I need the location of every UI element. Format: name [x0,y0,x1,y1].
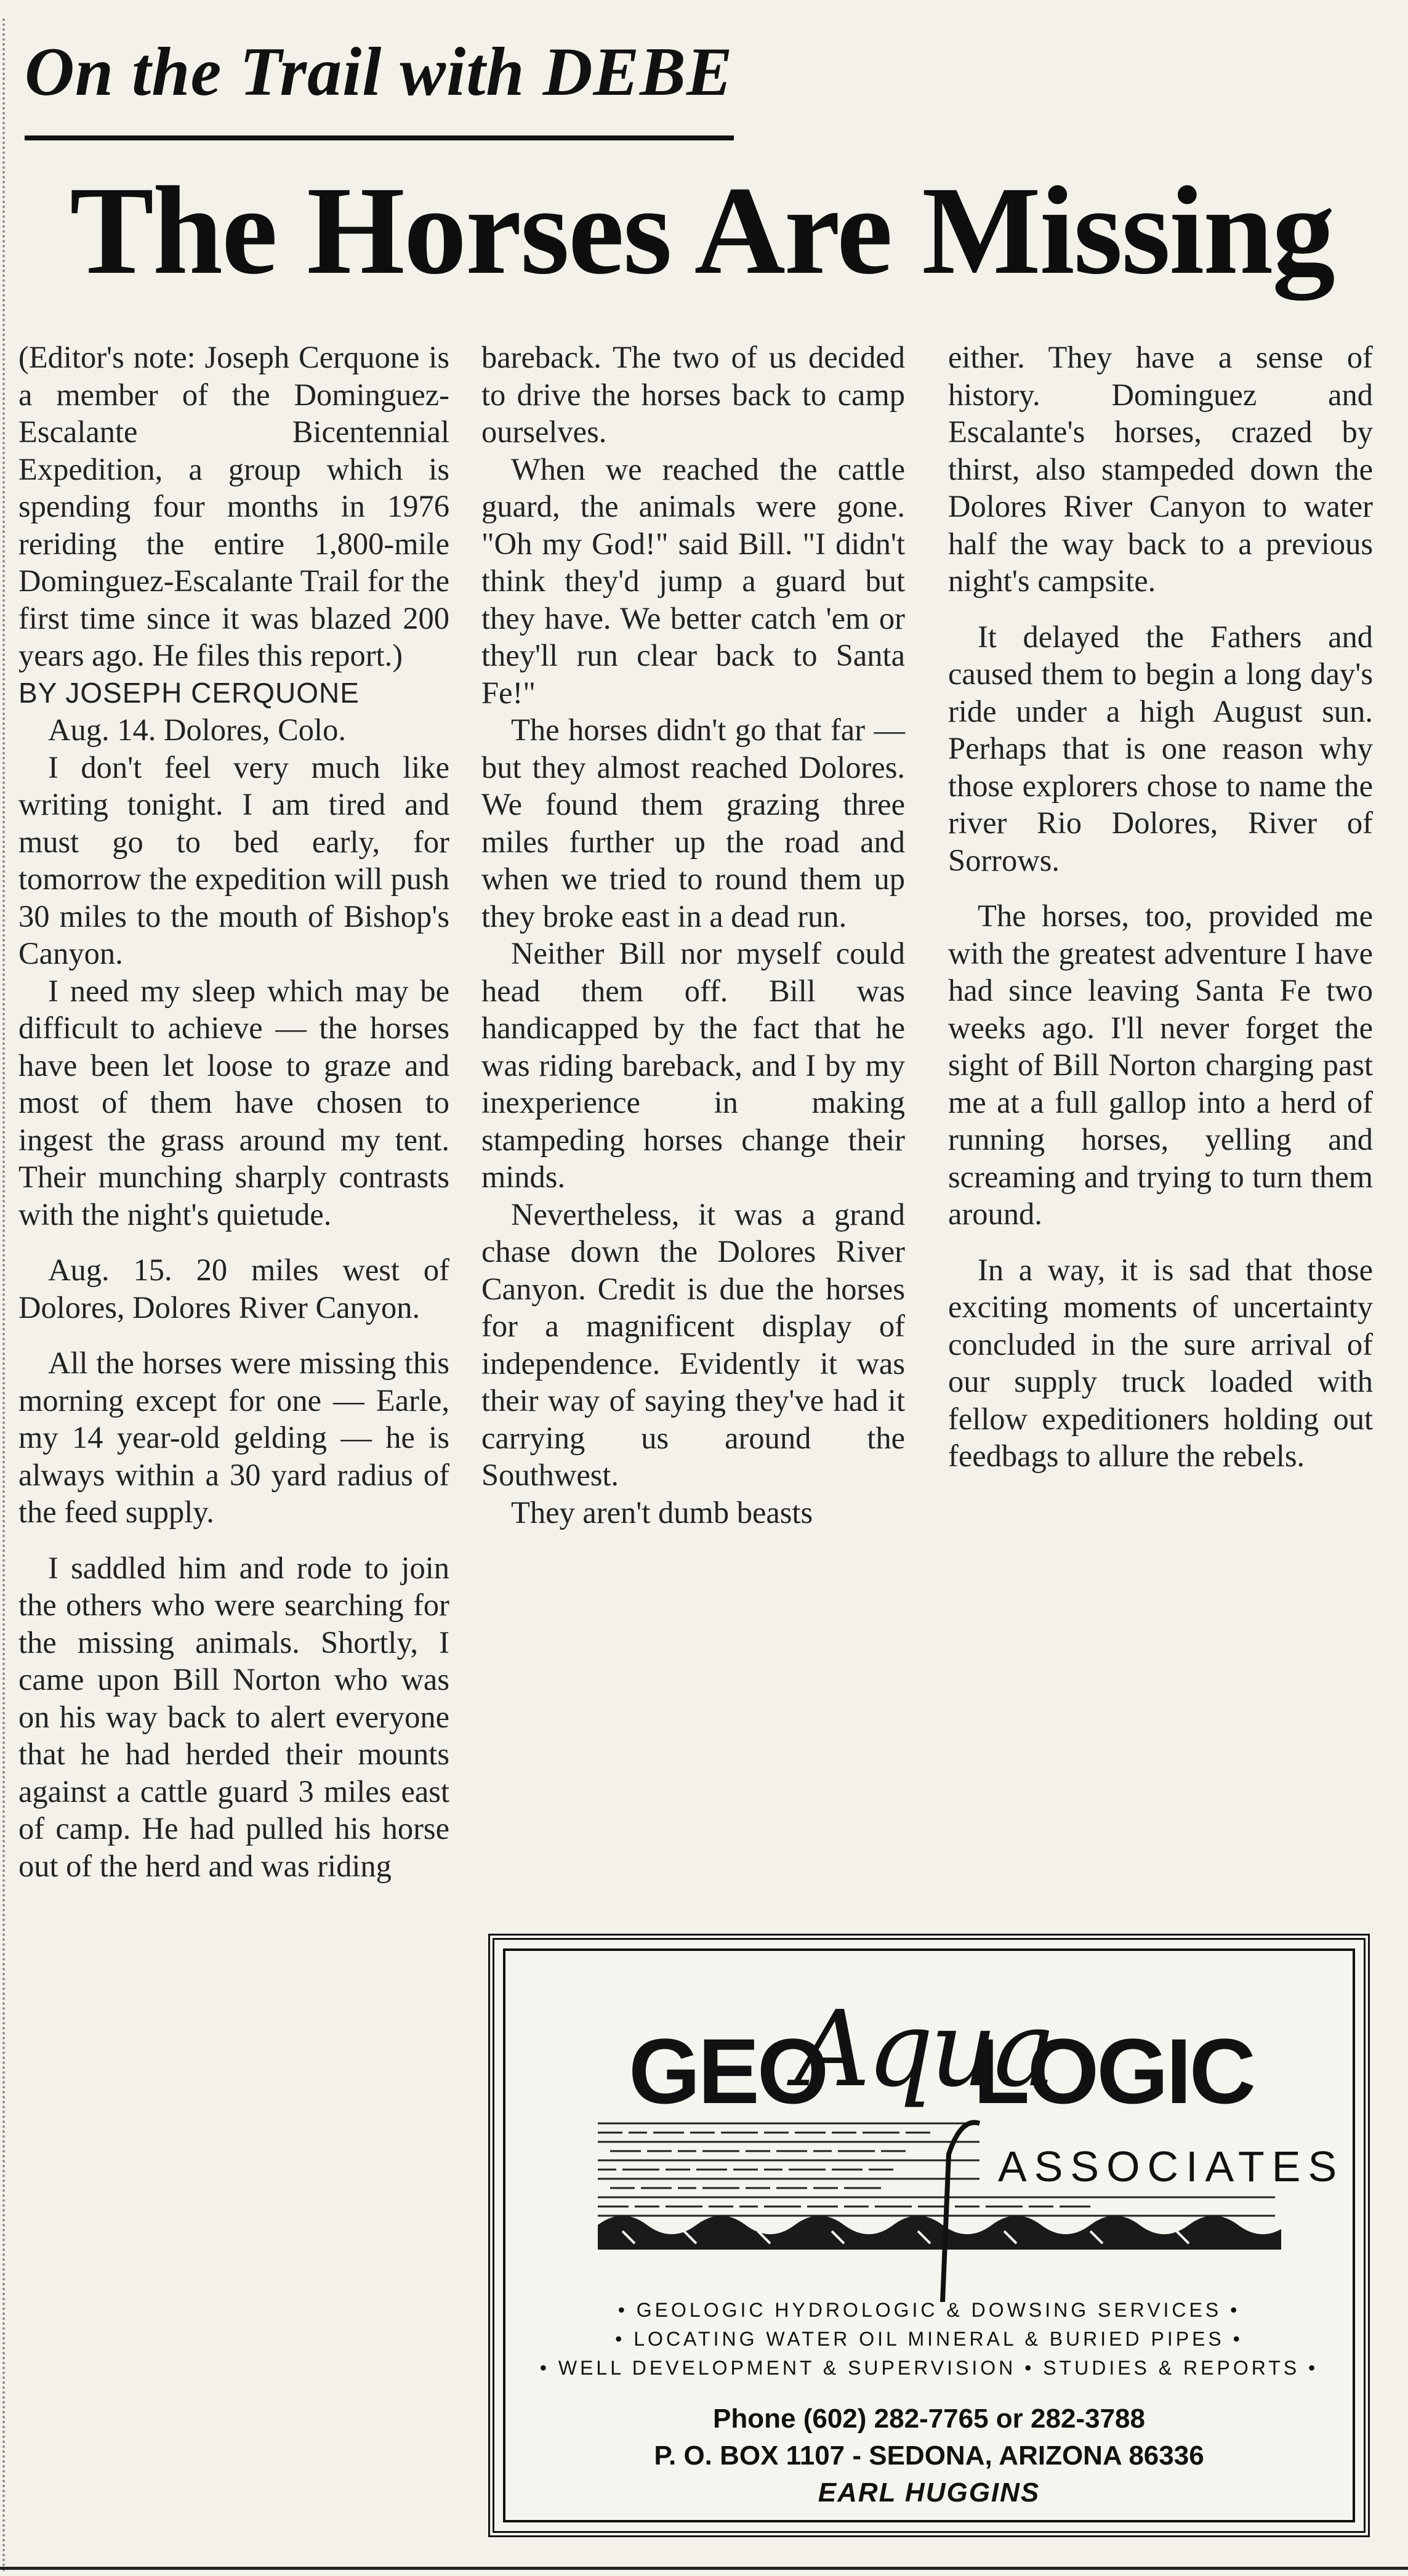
article-column-1 [18,339,449,1884]
bottom-rule [0,2567,1408,2570]
phone-numbers: Phone (602) 282-7765 or 282-3788 [713,2404,1145,2434]
mailing-address: P. O. BOX 1107 - SEDONA, ARIZONA 86336 [654,2441,1204,2471]
paragraph-continued: either. They have a sense of history. Dominguez and Escalante's horses, crazed by thirst, also stampeded down the Dolores River Canyon to water half the way back to a previous night's campsite. [948,340,1373,598]
paragraph: It delayed the Fathers and caused them to begin a long day's ride under a high August sun. Perhaps that is one reason why those explorers chose to name the river Rio Dolores, River of Sorrows. [948,619,1373,878]
left-margin-rule [2,18,5,2574]
brand-geo: GEO [629,2019,827,2123]
paragraph: I saddled him and rode to join the others who were searching for the missing animals. Shortly, I came upon Bill Norton who was on his way back to alert everyone that he had herded their mounts against a cattle guard 3 miles east of camp. He had pulled his horse out of the herd and was riding [18,1550,449,1883]
article-headline: The Horses Are Missing [70,161,1334,301]
service-line: • LOCATING WATER OIL MINERAL & BURIED PIPES • [615,2328,1243,2350]
paragraph: I don't feel very much like writing tonight. I am tired and must go to bed early, for tomorrow the expedition will push 30 miles to the mouth of Bishop's Canyon. [18,749,449,971]
advertisement-inner-border [503,1948,1355,2522]
paragraph: They aren't dumb beasts [511,1495,813,1530]
proprietor-name: EARL HUGGINS [818,2477,1040,2508]
byline: BY JOSEPH CERQUONE [18,676,360,709]
advertisement [488,1934,1370,2537]
paragraph: Nevertheless, it was a grand chase down the Dolores River Canyon. Credit is due the horses for a magnificent display of independence. Evidently it was their way of saying they've had it carrying us around the Southwest. [481,1197,905,1492]
article-column-2 [481,339,905,1531]
column-kicker: On the Trail with DEBE [25,34,733,110]
paragraph: All the horses were missing this morning except for one — Earle, my 14 year-old gelding — he is always within a 30 yard radius of the feed supply. [18,1346,449,1529]
paragraph: The horses didn't go that far — but they almost reached Dolores. We found them grazing three miles further up the road and when we tried to round them up they broke east in a dead run. [481,713,905,934]
paragraph: I need my sleep which may be difficult to achieve — the horses have been let loose to graze and most of them have chosen to ingest the grass around my tent. Their munching sharply contrasts with the night's quietude. [18,973,449,1232]
brand-logic: LOGIC [973,2019,1253,2123]
paragraph: The horses, too, provided me with the greatest adventure I have had since leaving Santa Fe two weeks ago. I'll never forget the sight of Bill Norton charging past me at a full gallop into a herd of running horses, yelling and screaming and trying to turn them around. [948,898,1373,1231]
service-line: • GEOLOGIC HYDROLOGIC & DOWSING SERVICES • [618,2299,1241,2321]
editors-note: (Editor's note: Joseph Cerquone is a member of the Dominguez-Escalante Bicentennial Expedition, a group which is spending four months in 1976 reriding the entire 1,800-mile Dominguez-Escalante Trail for the first time since it was blazed 200 years ago. He files this report.) [18,340,449,672]
article-column-3 [948,339,1373,1475]
service-line: • WELL DEVELOPMENT & SUPERVISION • STUDIES & REPORTS • [539,2357,1319,2379]
paragraph: Neither Bill nor myself could head them off. Bill was handicapped by the fact that he was riding bareback, and I by my inexperience in making stampeding horses change their minds. [481,936,905,1194]
paragraph-continued: bareback. The two of us decided to drive the horses back to camp ourselves. [481,340,905,449]
brand-associates: ASSOCIATES [998,2142,1345,2190]
kicker-underline [25,135,734,140]
dateline: Aug. 15. 20 miles west of Dolores, Dolores River Canyon. [18,1253,449,1325]
paragraph: When we reached the cattle guard, the animals were gone. "Oh my God!" said Bill. "I didn't think they'd jump a guard but they have. We better catch 'em or they'll run clear back to Santa Fe!" [481,451,905,710]
brand-aqua-script: Aqua [795,1989,1053,2110]
paragraph: In a way, it is sad that those exciting moments of uncertainty concluded in the sure arrival of our supply truck loaded with fellow expeditioners holding out feedbags to allure the rebels. [948,1252,1373,1473]
dateline: Aug. 14. Dolores, Colo. [48,713,346,747]
